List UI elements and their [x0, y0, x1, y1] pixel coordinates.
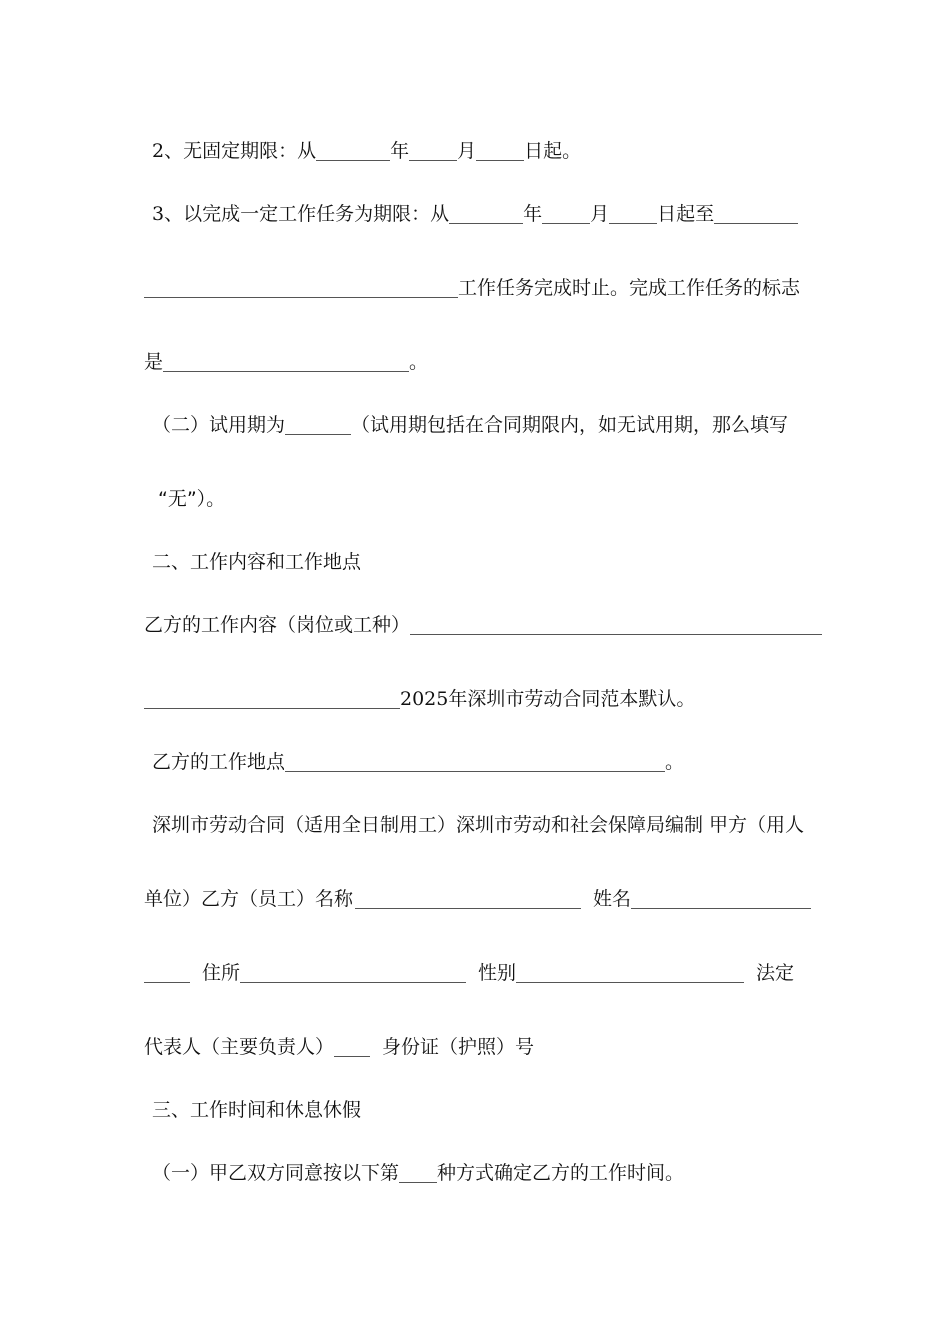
representative-blank[interactable]	[334, 1034, 370, 1057]
gender-blank[interactable]	[516, 960, 744, 983]
section-heading: 三、工作时间和休息休假	[152, 1099, 362, 1121]
probation-line: （二）试用期为 （试用期包括在合同期限内，如无试用期，那么填写	[152, 414, 789, 436]
end-blank[interactable]	[714, 201, 798, 224]
address-gender-line: 住所 性别 法定	[144, 959, 794, 987]
blank[interactable]	[144, 960, 190, 983]
party-name-line: 单位）乙方（员工）名称 姓名	[144, 885, 811, 913]
address-blank[interactable]	[240, 960, 466, 983]
item-number: 2	[152, 140, 165, 162]
representative-line: 代表人（主要负责人） 身份证（护照）号	[144, 1036, 535, 1058]
month-blank[interactable]	[409, 138, 457, 161]
probation-note-line: “无”）。	[158, 488, 226, 510]
employee-name-blank[interactable]	[631, 886, 811, 909]
contract-title-line: 深圳市劳动合同（适用全日制用工）深圳市劳动和社会保障局编制 甲方（用人	[152, 814, 805, 836]
task-complete-line: 工作任务完成时止。完成工作任务的标志	[144, 274, 800, 302]
job-content-blank[interactable]	[410, 612, 822, 635]
term-task-line: 3、以完成一定工作任务为期限：从 年 月 日起至	[152, 200, 798, 228]
term-no-fixed-line: 2、无固定期限：从 年 月 日起。	[152, 140, 582, 162]
job-content-continued-line: 2025年深圳市劳动合同范本默认。	[144, 685, 695, 713]
month-blank[interactable]	[542, 201, 590, 224]
day-blank[interactable]	[476, 138, 524, 161]
option-blank[interactable]	[399, 1160, 437, 1183]
day-blank[interactable]	[609, 201, 657, 224]
task-blank[interactable]	[144, 275, 458, 298]
probation-blank[interactable]	[285, 412, 351, 435]
year-blank[interactable]	[449, 201, 523, 224]
employer-name-blank[interactable]	[355, 886, 581, 909]
job-content-blank[interactable]	[144, 686, 400, 709]
work-time-line: （一）甲乙双方同意按以下第 种方式确定乙方的工作时间。	[152, 1162, 685, 1184]
work-location-line: 乙方的工作地点 。	[152, 751, 685, 773]
mark-blank[interactable]	[163, 349, 409, 372]
year-blank[interactable]	[316, 138, 390, 161]
work-location-blank[interactable]	[285, 749, 665, 772]
task-mark-line: 是 。	[144, 351, 429, 373]
item-number: 3	[152, 203, 165, 225]
section-heading: 二、工作内容和工作地点	[152, 551, 362, 573]
job-content-line: 乙方的工作内容（岗位或工种）	[144, 611, 822, 639]
